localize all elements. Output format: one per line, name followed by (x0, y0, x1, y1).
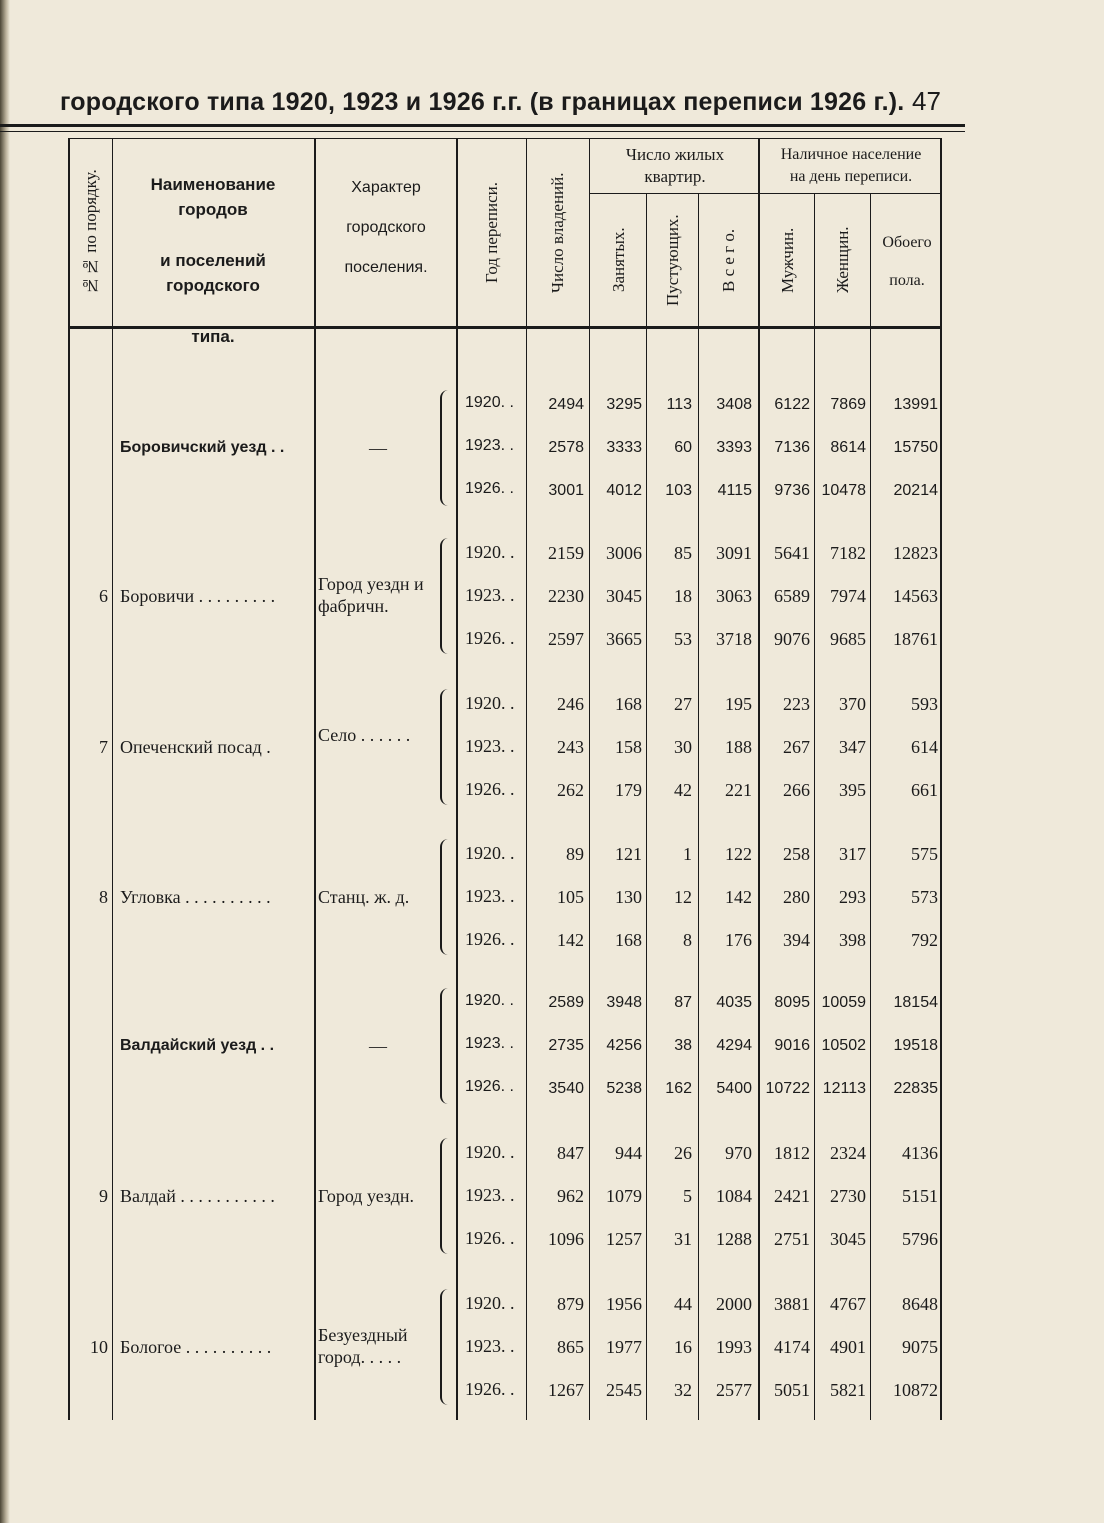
col-header-year: Год переписи. (482, 181, 501, 284)
page-title: городского типа 1920, 1923 и 1926 г.г. (в границах переписи 1926 г.). (60, 88, 905, 116)
cell-women: 12113 (822, 1080, 866, 1097)
population-group-line (760, 193, 940, 194)
cell-holdings: 2230 (548, 586, 584, 606)
cell-total: 1993 (716, 1337, 752, 1357)
col-header-both: Обоего пола. (882, 234, 932, 289)
cell-occupied: 3295 (606, 396, 642, 413)
col-line (870, 193, 871, 1420)
settlement-name: Боровичи . . . . . . . . . (120, 586, 276, 606)
cell-men: 394 (783, 930, 810, 950)
cell-women: 317 (839, 844, 866, 864)
col-line (68, 138, 70, 1420)
cell-empty: 32 (674, 1380, 692, 1400)
cell-occupied: 3665 (606, 629, 642, 649)
cell-total: 4115 (717, 482, 752, 499)
year-brace (440, 988, 450, 1104)
cell-total: 195 (725, 694, 752, 714)
settlement-type: Город уездн и фабричн. (318, 574, 424, 616)
census-year: 1926. . (465, 1228, 515, 1248)
cell-occupied: 1079 (606, 1186, 642, 1206)
cell-empty: 42 (674, 780, 692, 800)
cell-men: 266 (783, 780, 810, 800)
col-line (940, 138, 942, 1420)
cell-holdings: 3001 (548, 482, 584, 499)
cell-both: 13991 (893, 396, 938, 413)
cell-men: 6122 (774, 396, 810, 413)
row-number: 10 (90, 1337, 108, 1357)
cell-total: 3393 (716, 439, 752, 456)
page-binding-edge (0, 0, 10, 1523)
cell-total: 5400 (716, 1080, 752, 1097)
col-line (314, 138, 316, 1420)
census-year: 1926. . (465, 779, 515, 799)
cell-men: 280 (783, 887, 810, 907)
settlement-type: — (369, 438, 387, 458)
census-year: 1920. . (465, 394, 514, 411)
census-year: 1926. . (465, 1379, 515, 1399)
cell-empty: 38 (674, 1037, 692, 1054)
cell-empty: 113 (666, 396, 692, 413)
cell-empty: 12 (674, 887, 692, 907)
cell-men: 7136 (774, 439, 810, 456)
census-year: 1920. . (465, 542, 515, 562)
cell-women: 9685 (830, 629, 866, 649)
cell-both: 9075 (902, 1337, 938, 1357)
col-header-no: №№ по порядку. (81, 169, 100, 296)
cell-total: 2000 (716, 1294, 752, 1314)
census-year: 1920. . (465, 843, 515, 863)
census-year: 1926. . (465, 1078, 514, 1095)
settlement-name: Бологое . . . . . . . . . . (120, 1337, 272, 1357)
cell-both: 8648 (902, 1294, 938, 1314)
cell-total: 4035 (716, 994, 752, 1011)
cell-holdings: 1267 (548, 1380, 584, 1400)
table-top-line (68, 138, 940, 139)
cell-women: 7182 (830, 543, 866, 563)
cell-women: 398 (839, 930, 866, 950)
cell-women: 347 (839, 737, 866, 757)
cell-both: 20214 (893, 482, 938, 499)
cell-occupied: 944 (615, 1143, 642, 1163)
col-header-holdings: Число владений. (548, 172, 567, 293)
cell-empty: 87 (674, 994, 692, 1011)
cell-empty: 53 (674, 629, 692, 649)
header-rule-thin (0, 131, 965, 132)
col-line (456, 138, 458, 1420)
settlement-type: Город уездн. (318, 1186, 415, 1206)
col-header-apartments: Число жилых квартир. (625, 145, 725, 186)
cell-holdings: 105 (557, 887, 584, 907)
cell-holdings: 3540 (548, 1080, 584, 1097)
cell-occupied: 2545 (606, 1380, 642, 1400)
cell-occupied: 1257 (606, 1229, 642, 1249)
cell-men: 6589 (774, 586, 810, 606)
cell-women: 4767 (830, 1294, 866, 1314)
cell-holdings: 865 (557, 1337, 584, 1357)
col-header-apt-total: В с е г о. (719, 228, 738, 292)
cell-men: 2421 (774, 1186, 810, 1206)
cell-both: 19518 (893, 1037, 938, 1054)
cell-occupied: 1956 (606, 1294, 642, 1314)
col-header-type: Характер городского поселения. (344, 179, 428, 276)
cell-women: 370 (839, 694, 866, 714)
cell-both: 5151 (902, 1186, 938, 1206)
cell-occupied: 3006 (606, 543, 642, 563)
cell-holdings: 1096 (548, 1229, 584, 1249)
cell-men: 10722 (765, 1080, 810, 1097)
cell-women: 5821 (830, 1380, 866, 1400)
cell-both: 614 (911, 737, 938, 757)
cell-empty: 26 (674, 1143, 692, 1163)
cell-total: 3091 (716, 543, 752, 563)
census-year: 1926. . (465, 628, 515, 648)
row-number: 8 (99, 887, 108, 907)
cell-occupied: 3333 (606, 439, 642, 456)
year-brace (440, 390, 450, 506)
apartments-group-line (590, 193, 760, 194)
census-year: 1923. . (465, 886, 515, 906)
cell-total: 2577 (716, 1380, 752, 1400)
cell-both: 12823 (893, 543, 938, 563)
cell-empty: 44 (674, 1294, 692, 1314)
cell-empty: 103 (665, 482, 692, 499)
cell-holdings: 2735 (548, 1037, 584, 1054)
cell-empty: 1 (683, 844, 692, 864)
row-number: 9 (99, 1186, 108, 1206)
cell-both: 10872 (893, 1380, 938, 1400)
cell-holdings: 262 (557, 780, 584, 800)
cell-women: 2324 (830, 1143, 866, 1163)
cell-occupied: 3948 (606, 994, 642, 1011)
cell-women: 10059 (821, 994, 866, 1011)
year-brace (440, 689, 450, 805)
cell-men: 8095 (774, 994, 810, 1011)
cell-holdings: 879 (557, 1294, 584, 1314)
page-number: 47 (912, 86, 941, 116)
cell-women: 293 (839, 887, 866, 907)
cell-occupied: 4012 (606, 482, 642, 499)
cell-total: 122 (725, 844, 752, 864)
cell-both: 15750 (893, 439, 938, 456)
cell-both: 5796 (902, 1229, 938, 1249)
census-year: 1926. . (465, 929, 515, 949)
census-year: 1923. . (465, 1336, 515, 1356)
cell-holdings: 89 (566, 844, 584, 864)
row-number: 6 (99, 586, 108, 606)
row-number: 7 (99, 737, 108, 757)
cell-total: 4294 (716, 1037, 752, 1054)
cell-holdings: 2494 (548, 396, 584, 413)
cell-empty: 85 (674, 543, 692, 563)
cell-men: 1812 (774, 1143, 810, 1163)
settlement-type: Село . . . . . . (318, 725, 411, 745)
cell-holdings: 243 (557, 737, 584, 757)
settlement-name: Боровичский уезд . . (120, 439, 285, 456)
cell-men: 9076 (774, 629, 810, 649)
cell-both: 661 (911, 780, 938, 800)
census-year: 1923. . (465, 437, 514, 454)
cell-both: 14563 (893, 586, 938, 606)
cell-occupied: 5238 (606, 1080, 642, 1097)
cell-both: 792 (911, 930, 938, 950)
cell-total: 188 (725, 737, 752, 757)
cell-men: 4174 (774, 1337, 810, 1357)
cell-occupied: 121 (615, 844, 642, 864)
col-header-population: Наличное население на день переписи. (780, 146, 922, 185)
cell-occupied: 168 (615, 694, 642, 714)
cell-total: 3063 (716, 586, 752, 606)
cell-women: 2730 (830, 1186, 866, 1206)
census-year: 1920. . (465, 1142, 515, 1162)
cell-men: 5051 (774, 1380, 810, 1400)
cell-empty: 18 (674, 586, 692, 606)
cell-total: 142 (725, 887, 752, 907)
census-year: 1923. . (465, 1185, 515, 1205)
year-brace (440, 839, 450, 955)
census-year: 1923. . (465, 736, 515, 756)
cell-empty: 27 (674, 694, 692, 714)
cell-both: 18761 (893, 629, 938, 649)
census-year: 1920. . (465, 1293, 515, 1313)
cell-women: 10478 (821, 482, 866, 499)
cell-occupied: 1977 (606, 1337, 642, 1357)
settlement-name: Опеченский посад . (120, 737, 271, 757)
cell-women: 7974 (830, 586, 866, 606)
cell-holdings: 142 (557, 930, 584, 950)
settlement-name: Валдайский уезд . . (120, 1037, 275, 1054)
cell-empty: 30 (674, 737, 692, 757)
cell-women: 10502 (821, 1037, 866, 1054)
cell-holdings: 2589 (548, 994, 584, 1011)
cell-both: 575 (911, 844, 938, 864)
cell-empty: 60 (674, 439, 692, 456)
year-brace (440, 538, 450, 654)
year-brace (440, 1138, 450, 1254)
cell-occupied: 130 (615, 887, 642, 907)
cell-men: 5641 (774, 543, 810, 563)
census-year: 1923. . (465, 585, 515, 605)
cell-holdings: 847 (557, 1143, 584, 1163)
cell-both: 22835 (893, 1080, 938, 1097)
cell-total: 3408 (716, 396, 752, 413)
settlement-name: Угловка . . . . . . . . . . (120, 887, 271, 907)
col-header-name: Наименование городов и поселений городского типа. (150, 175, 276, 346)
col-header-empty: Пустующих. (663, 214, 682, 306)
col-line (112, 138, 113, 1420)
cell-total: 3718 (716, 629, 752, 649)
cell-occupied: 4256 (606, 1037, 642, 1054)
cell-total: 1288 (716, 1229, 752, 1249)
cell-men: 267 (783, 737, 810, 757)
cell-holdings: 2578 (548, 439, 584, 456)
cell-men: 223 (783, 694, 810, 714)
cell-men: 9736 (774, 482, 810, 499)
cell-occupied: 168 (615, 930, 642, 950)
cell-both: 18154 (893, 994, 938, 1011)
cell-women: 8614 (830, 439, 866, 456)
cell-men: 3881 (774, 1294, 810, 1314)
settlement-type: — (369, 1036, 387, 1056)
cell-total: 970 (725, 1143, 752, 1163)
cell-holdings: 2597 (548, 629, 584, 649)
year-brace (440, 1289, 450, 1405)
census-year: 1926. . (465, 480, 514, 497)
cell-women: 4901 (830, 1337, 866, 1357)
settlement-type: Станц. ж. д. (318, 887, 410, 907)
cell-occupied: 158 (615, 737, 642, 757)
header-rule (0, 124, 965, 127)
cell-holdings: 246 (557, 694, 584, 714)
cell-men: 2751 (774, 1229, 810, 1249)
census-year: 1920. . (465, 992, 514, 1009)
cell-empty: 8 (683, 930, 692, 950)
cell-empty: 31 (674, 1229, 692, 1249)
cell-both: 593 (911, 694, 938, 714)
settlement-name: Валдай . . . . . . . . . . . (120, 1186, 275, 1206)
cell-men: 9016 (774, 1037, 810, 1054)
col-header-women: Женщин. (833, 226, 852, 294)
cell-occupied: 3045 (606, 586, 642, 606)
cell-men: 258 (783, 844, 810, 864)
col-header-occupied: Занятых. (609, 227, 628, 293)
census-year: 1923. . (465, 1035, 514, 1052)
cell-total: 221 (725, 780, 752, 800)
col-header-men: Мужчин. (778, 227, 797, 293)
cell-occupied: 179 (615, 780, 642, 800)
cell-both: 573 (911, 887, 938, 907)
cell-empty: 5 (683, 1186, 692, 1206)
cell-empty: 162 (665, 1080, 692, 1097)
census-year: 1920. . (465, 693, 515, 713)
cell-empty: 16 (674, 1337, 692, 1357)
cell-women: 395 (839, 780, 866, 800)
cell-holdings: 2159 (548, 543, 584, 563)
cell-total: 176 (725, 930, 752, 950)
cell-women: 3045 (830, 1229, 866, 1249)
cell-women: 7869 (830, 396, 866, 413)
settlement-type: Безуездный город. . . . . (318, 1325, 408, 1367)
cell-both: 4136 (902, 1143, 938, 1163)
cell-holdings: 962 (557, 1186, 584, 1206)
cell-total: 1084 (716, 1186, 752, 1206)
